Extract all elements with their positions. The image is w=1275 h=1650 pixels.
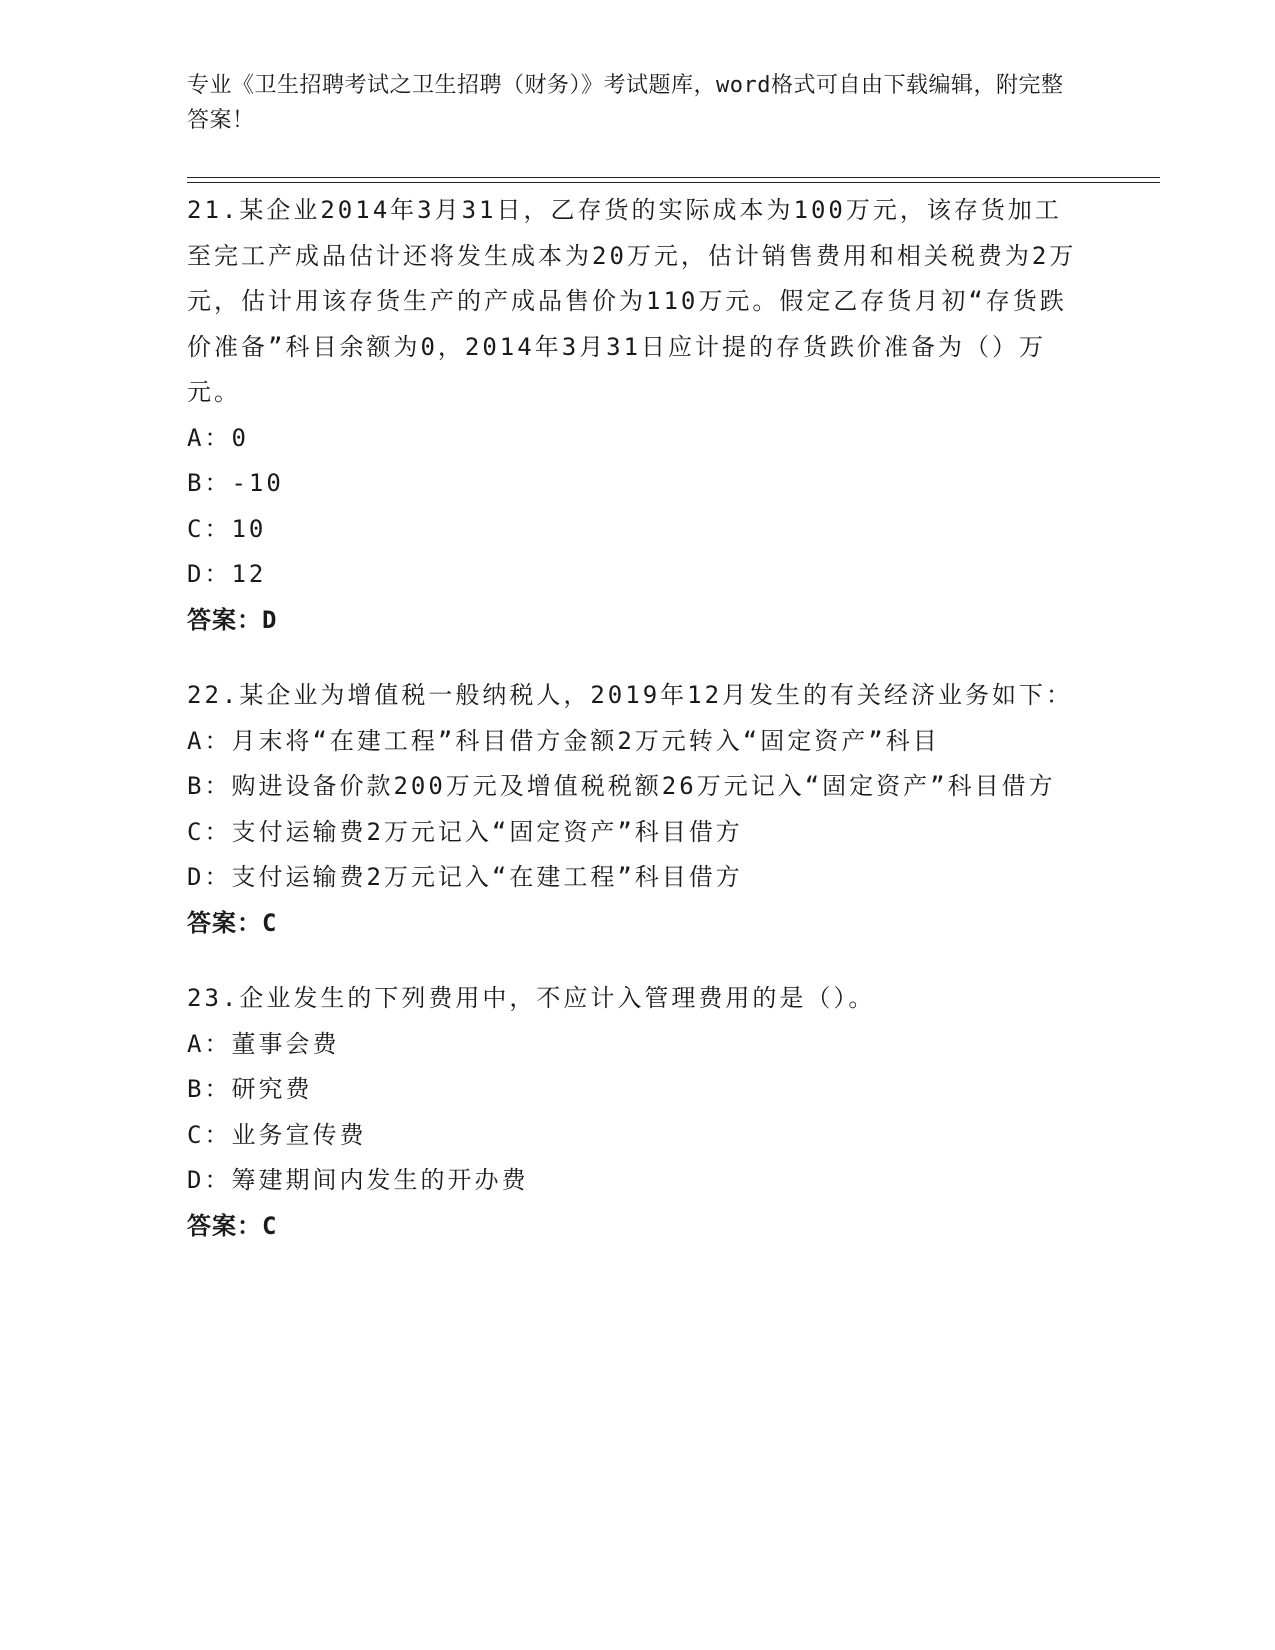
answer-value: C bbox=[262, 1211, 278, 1240]
question-stem: 22.某企业为增值税一般纳税人，2019年12月发生的有关经济业务如下： bbox=[187, 681, 1074, 709]
document-header: 专业《卫生招聘考试之卫生招聘（财务）》考试题库，word格式可自由下载编辑，附完整答案！ bbox=[187, 73, 1064, 133]
answer-line bbox=[187, 598, 1082, 644]
question-stem: 21.某企业2014年3月31日，乙存货的实际成本为100万元，该存货加工至完工产成品估计还将发生成本为20万元，估计销售费用和相关税费为2万元，估计用该存货生产的产成品售价为110万元。假定乙存货月初“存货跌价准备”科目余额为0，2014年3月31日应计提的存货跌价准备为（）万元。 bbox=[187, 196, 1077, 406]
answer-label: 答案： bbox=[187, 1211, 262, 1240]
answer-label: 答案： bbox=[187, 605, 262, 634]
answer-value: D bbox=[262, 605, 278, 634]
option-d: D：筹建期间内发生的开办费 bbox=[187, 1166, 529, 1194]
option-a: A：董事会费 bbox=[187, 1029, 340, 1058]
option-b: B：研究费 bbox=[187, 1075, 313, 1103]
answer-line bbox=[187, 1204, 1082, 1250]
question-stem: 23.企业发生的下列费用中，不应计入管理费用的是（）。 bbox=[187, 984, 876, 1012]
question-21 bbox=[187, 188, 1082, 643]
option-d: D：支付运输费2万元记入“在建工程”科目借方 bbox=[187, 863, 743, 891]
header-divider-bottom bbox=[187, 182, 1160, 183]
question-list bbox=[187, 188, 1082, 1279]
option-b: B：-10 bbox=[187, 469, 284, 497]
option-b: B：购进设备价款200万元及增值税税额26万元记入“固定资产”科目借方 bbox=[187, 772, 1056, 800]
question-22 bbox=[187, 673, 1082, 946]
option-d: D：12 bbox=[187, 560, 267, 588]
option-c: C：10 bbox=[187, 514, 267, 543]
answer-label: 答案： bbox=[187, 908, 262, 937]
option-c: C：支付运输费2万元记入“固定资产”科目借方 bbox=[187, 817, 743, 846]
question-23 bbox=[187, 976, 1082, 1249]
document-page bbox=[187, 68, 1085, 138]
option-c: C：业务宣传费 bbox=[187, 1120, 367, 1149]
answer-value: C bbox=[262, 908, 278, 937]
header-divider-top bbox=[187, 177, 1160, 178]
option-a: A：0 bbox=[187, 423, 249, 452]
answer-line bbox=[187, 901, 1082, 947]
option-a: A：月末将“在建工程”科目借方金额2万元转入“固定资产”科目 bbox=[187, 726, 940, 755]
